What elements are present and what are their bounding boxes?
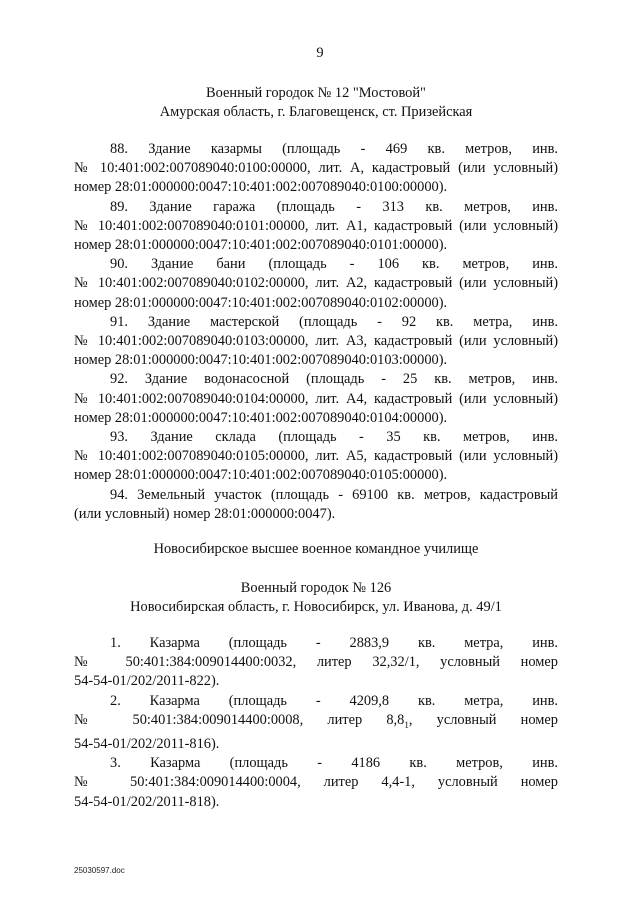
item-line: 90. Здание бани (площадь - 106 кв. метров, инв. [110, 256, 558, 273]
list-item [74, 692, 558, 735]
section1-title: Военный городок № 12 "Мостовой" [206, 85, 426, 101]
item-line: 54-54-01/202/2011-822). [74, 673, 220, 690]
item-line: номер 28:01:000000:0047:10:401:002:007089040:0105:00000). [74, 467, 448, 484]
subscript: 1 [404, 719, 409, 730]
list-item [74, 754, 558, 792]
item-line: 94. Земельный участок (площадь - 69100 кв. метров, кадастровый [110, 486, 558, 503]
section1-heading [74, 84, 558, 122]
item-line: № 10:401:002:007089040:0101:00000, лит. А1, кадастровый (или условный) [74, 217, 558, 234]
item-text: № 50:401:384:009014400:0008, литер 8,8 [74, 711, 405, 728]
item-line: № 10:401:002:007089040:0100:00000, лит. А, кадастровый (или условный) [74, 160, 558, 177]
list-item [74, 634, 558, 672]
item-line: № 10:401:002:007089040:0104:00000, лит. А4, кадастровый (или условный) [74, 390, 558, 407]
list-item-end [74, 178, 558, 197]
list-item-end [74, 409, 558, 428]
item-line: 88. Здание казармы (площадь - 469 кв. метров, инв. [110, 141, 558, 157]
item-line [74, 711, 558, 735]
item-line: номер 28:01:000000:0047:10:401:002:007089040:0101:00000). [74, 237, 448, 254]
list-item-end [74, 672, 558, 691]
item-line: № 50:401:384:009014400:0004, литер 4,4-1, условный номер [74, 774, 558, 791]
list-item [74, 255, 558, 293]
list-item [74, 370, 558, 408]
item-line: 1. Казарма (площадь - 2883,9 кв. метра, инв. [110, 635, 558, 651]
section2-title: Военный городок № 126 [240, 580, 392, 596]
item-line: 54-54-01/202/2011-816). [74, 735, 220, 752]
list-item-end [74, 505, 558, 524]
item-line: 3. Казарма (площадь - 4186 кв. метров, инв. [110, 755, 558, 772]
item-line: 92. Здание водонасосной (площадь - 25 кв. метров, инв. [110, 371, 558, 388]
list-item [74, 428, 558, 466]
list-item-end [74, 793, 558, 812]
list-item-end [74, 466, 558, 485]
page-number: 9 [316, 45, 324, 61]
item-line: 91. Здание мастерской (площадь - 92 кв. метра, инв. [110, 313, 558, 330]
item-line: № 10:401:002:007089040:0102:00000, лит. А2, кадастровый (или условный) [74, 275, 558, 292]
section1-subtitle: Амурская область, г. Благовещенск, ст. Призейская [159, 104, 473, 120]
list-item [74, 313, 558, 351]
item-line: 54-54-01/202/2011-818). [74, 793, 220, 810]
item-line: № 50:401:384:009014400:0032, литер 32,32/1, условный номер [74, 654, 558, 671]
list-item [74, 140, 558, 178]
institution-heading: Новосибирское высшее военное командное училище [153, 541, 479, 557]
document-filename: 25030597.doc [74, 866, 125, 875]
item-text: , условный номер [408, 711, 558, 728]
list-item-end [74, 236, 558, 255]
section2-subtitle: Новосибирская область, г. Новосибирск, ул. Иванова, д. 49/1 [130, 599, 502, 615]
item-line: № 10:401:002:007089040:0105:00000, лит. А5, кадастровый (или условный) [74, 448, 558, 465]
item-line: № 10:401:002:007089040:0103:00000, лит. А3, кадастровый (или условный) [74, 333, 558, 350]
list-item [74, 198, 558, 236]
item-line: номер 28:01:000000:0047:10:401:002:007089040:0102:00000). [74, 294, 448, 311]
list-item-end [74, 735, 558, 754]
item-line: номер 28:01:000000:0047:10:401:002:007089040:0104:00000). [74, 409, 448, 426]
item-line: 93. Здание склада (площадь - 35 кв. метров, инв. [110, 429, 558, 446]
section2-heading [74, 579, 558, 617]
item-line: номер 28:01:000000:0047:10:401:002:007089040:0103:00000). [74, 352, 448, 369]
section1-list [74, 140, 558, 524]
section2-list [74, 634, 558, 812]
item-line: номер 28:01:000000:0047:10:401:002:007089040:0100:00000). [74, 179, 448, 196]
item-line: (или условный) номер 28:01:000000:0047). [74, 505, 336, 522]
item-line: 2. Казарма (площадь - 4209,8 кв. метра, инв. [110, 692, 558, 709]
list-item [74, 486, 558, 505]
list-item-end [74, 294, 558, 313]
item-line: 89. Здание гаража (площадь - 313 кв. метров, инв. [110, 198, 558, 215]
list-item-end [74, 351, 558, 370]
